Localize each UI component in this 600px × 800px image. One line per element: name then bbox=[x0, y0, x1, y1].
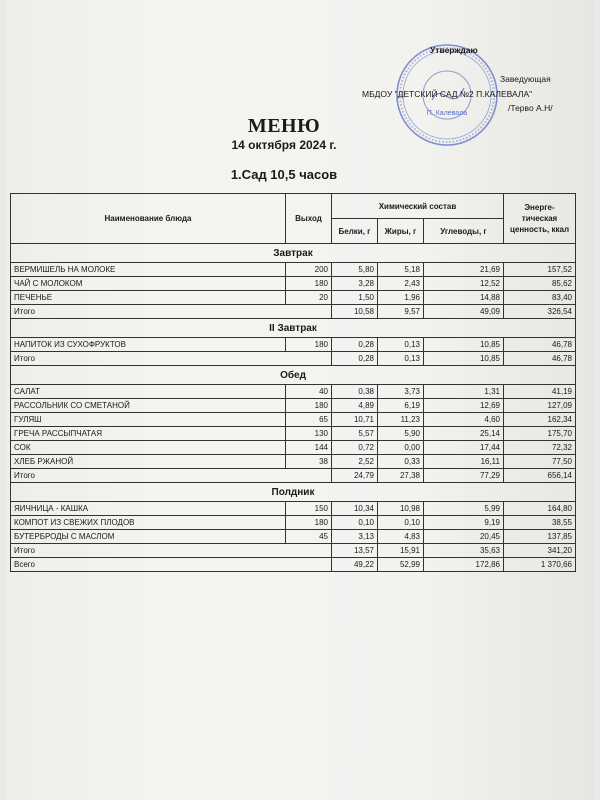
dish-fat: 2,43 bbox=[378, 277, 424, 291]
dish-protein: 10,34 bbox=[332, 502, 378, 516]
dish-protein: 0,28 bbox=[332, 338, 378, 352]
dish-protein: 0,38 bbox=[332, 385, 378, 399]
meal-title: Полдник bbox=[11, 483, 576, 502]
dish-energy: 38,55 bbox=[504, 516, 576, 530]
col-header-protein: Белки, г bbox=[332, 219, 378, 244]
dish-output: 150 bbox=[286, 502, 332, 516]
total-label: Итого bbox=[11, 352, 332, 366]
dish-energy: 46,78 bbox=[504, 338, 576, 352]
meal-header-row bbox=[11, 319, 576, 338]
col-header-output: Выход bbox=[286, 194, 332, 244]
grand-total-row bbox=[11, 558, 576, 572]
menu-date: 14 октября 2024 г. bbox=[231, 138, 337, 152]
dish-energy: 162,34 bbox=[504, 413, 576, 427]
dish-protein: 2,52 bbox=[332, 455, 378, 469]
total-fat: 15,91 bbox=[378, 544, 424, 558]
dish-carb: 14,88 bbox=[424, 291, 504, 305]
meal-title: Обед bbox=[11, 366, 576, 385]
dish-output: 180 bbox=[286, 277, 332, 291]
dish-fat: 5,18 bbox=[378, 263, 424, 277]
dish-protein: 0,72 bbox=[332, 441, 378, 455]
table-row bbox=[11, 427, 576, 441]
dish-name: СОК bbox=[11, 441, 286, 455]
dish-carb: 25,14 bbox=[424, 427, 504, 441]
dish-energy: 175,70 bbox=[504, 427, 576, 441]
dish-protein: 5,80 bbox=[332, 263, 378, 277]
col-header-energy: Энерге-тическая ценность, ккал bbox=[504, 194, 576, 244]
dish-name: ГРЕЧА РАССЫПЧАТАЯ bbox=[11, 427, 286, 441]
dish-carb: 17,44 bbox=[424, 441, 504, 455]
dish-protein: 5,57 bbox=[332, 427, 378, 441]
table-row bbox=[11, 399, 576, 413]
grand-total-protein: 49,22 bbox=[332, 558, 378, 572]
total-carb: 49,09 bbox=[424, 305, 504, 319]
dish-carb: 12,52 bbox=[424, 277, 504, 291]
dish-protein: 1,50 bbox=[332, 291, 378, 305]
table-row bbox=[11, 441, 576, 455]
dish-output: 65 bbox=[286, 413, 332, 427]
table-row bbox=[11, 277, 576, 291]
table-row bbox=[11, 516, 576, 530]
dish-protein: 4,89 bbox=[332, 399, 378, 413]
dish-output: 38 bbox=[286, 455, 332, 469]
dish-energy: 41,19 bbox=[504, 385, 576, 399]
dish-carb: 5,99 bbox=[424, 502, 504, 516]
dish-energy: 83,40 bbox=[504, 291, 576, 305]
approval-org: МБДОУ "ДЕТСКИЙ САД №2 П.КАЛЕВАЛА" bbox=[362, 89, 533, 99]
dish-protein: 3,28 bbox=[332, 277, 378, 291]
dish-name: КОМПОТ ИЗ СВЕЖИХ ПЛОДОВ bbox=[11, 516, 286, 530]
table-row bbox=[11, 338, 576, 352]
grand-total-fat: 52,99 bbox=[378, 558, 424, 572]
total-protein: 24,79 bbox=[332, 469, 378, 483]
grand-total-carb: 172,86 bbox=[424, 558, 504, 572]
col-header-chem: Химический состав bbox=[332, 194, 504, 219]
total-fat: 0,13 bbox=[378, 352, 424, 366]
dish-output: 144 bbox=[286, 441, 332, 455]
total-row bbox=[11, 305, 576, 319]
grand-total-label: Всего bbox=[11, 558, 332, 572]
total-energy: 46,78 bbox=[504, 352, 576, 366]
dish-carb: 9,19 bbox=[424, 516, 504, 530]
dish-name: НАПИТОК ИЗ СУХОФРУКТОВ bbox=[11, 338, 286, 352]
col-header-fat: Жиры, г bbox=[378, 219, 424, 244]
total-carb: 10,85 bbox=[424, 352, 504, 366]
dish-energy: 85,62 bbox=[504, 277, 576, 291]
total-label: Итого bbox=[11, 305, 332, 319]
dish-fat: 10,98 bbox=[378, 502, 424, 516]
dish-fat: 0,13 bbox=[378, 338, 424, 352]
dish-energy: 127,09 bbox=[504, 399, 576, 413]
dish-output: 180 bbox=[286, 338, 332, 352]
meal-title: Завтрак bbox=[11, 244, 576, 263]
page-title: МЕНЮ bbox=[247, 115, 321, 137]
total-label: Итого bbox=[11, 469, 332, 483]
dish-name: ВЕРМИШЕЛЬ НА МОЛОКЕ bbox=[11, 263, 286, 277]
dish-energy: 164,80 bbox=[504, 502, 576, 516]
total-fat: 27,38 bbox=[378, 469, 424, 483]
dish-fat: 0,00 bbox=[378, 441, 424, 455]
table-row bbox=[11, 413, 576, 427]
total-row bbox=[11, 352, 576, 366]
dish-fat: 5,90 bbox=[378, 427, 424, 441]
dish-output: 180 bbox=[286, 399, 332, 413]
table-row bbox=[11, 263, 576, 277]
dish-energy: 157,52 bbox=[504, 263, 576, 277]
total-carb: 35,63 bbox=[424, 544, 504, 558]
total-row bbox=[11, 544, 576, 558]
dish-energy: 72,32 bbox=[504, 441, 576, 455]
dish-fat: 1,96 bbox=[378, 291, 424, 305]
meal-header-row bbox=[11, 483, 576, 502]
dish-fat: 11,23 bbox=[378, 413, 424, 427]
dish-carb: 21,69 bbox=[424, 263, 504, 277]
dish-output: 45 bbox=[286, 530, 332, 544]
dish-carb: 12,69 bbox=[424, 399, 504, 413]
dish-name: ХЛЕБ РЖАНОЙ bbox=[11, 455, 286, 469]
dish-energy: 77,50 bbox=[504, 455, 576, 469]
total-protein: 13,57 bbox=[332, 544, 378, 558]
dish-carb: 4,60 bbox=[424, 413, 504, 427]
dish-output: 20 bbox=[286, 291, 332, 305]
table-row bbox=[11, 385, 576, 399]
meal-header-row bbox=[11, 244, 576, 263]
menu-body bbox=[11, 244, 576, 572]
dish-output: 180 bbox=[286, 516, 332, 530]
approval-title: Утверждаю bbox=[430, 45, 478, 55]
table-row bbox=[11, 502, 576, 516]
meal-title: II Завтрак bbox=[11, 319, 576, 338]
dish-name: ПЕЧЕНЬЕ bbox=[11, 291, 286, 305]
total-fat: 9,57 bbox=[378, 305, 424, 319]
svg-text:П. Калевала: П. Калевала bbox=[426, 110, 468, 117]
total-protein: 0,28 bbox=[332, 352, 378, 366]
grand-total-energy: 1 370,66 bbox=[504, 558, 576, 572]
dish-fat: 0,10 bbox=[378, 516, 424, 530]
dish-carb: 1,31 bbox=[424, 385, 504, 399]
col-header-carb: Углеводы, г bbox=[424, 219, 504, 244]
section-title: 1.Сад 10,5 часов bbox=[230, 167, 338, 182]
total-energy: 341,20 bbox=[504, 544, 576, 558]
approval-name: /Терво А.Н/ bbox=[508, 103, 553, 113]
dish-name: ЧАЙ С МОЛОКОМ bbox=[11, 277, 286, 291]
dish-fat: 4,83 bbox=[378, 530, 424, 544]
dish-protein: 0,10 bbox=[332, 516, 378, 530]
dish-carb: 20,45 bbox=[424, 530, 504, 544]
dish-fat: 3,73 bbox=[378, 385, 424, 399]
approval-role: Заведующая bbox=[500, 74, 551, 84]
dish-energy: 137,85 bbox=[504, 530, 576, 544]
col-header-name: Наименование блюда bbox=[11, 194, 286, 244]
meal-header-row bbox=[11, 366, 576, 385]
dish-fat: 6,19 bbox=[378, 399, 424, 413]
dish-protein: 3,13 bbox=[332, 530, 378, 544]
total-row bbox=[11, 469, 576, 483]
menu-table bbox=[10, 193, 576, 572]
table-row bbox=[11, 530, 576, 544]
table-row bbox=[11, 291, 576, 305]
dish-output: 130 bbox=[286, 427, 332, 441]
total-carb: 77,29 bbox=[424, 469, 504, 483]
dish-name: РАССОЛЬНИК СО СМЕТАНОЙ bbox=[11, 399, 286, 413]
total-label: Итого bbox=[11, 544, 332, 558]
dish-output: 200 bbox=[286, 263, 332, 277]
dish-carb: 10,85 bbox=[424, 338, 504, 352]
dish-protein: 10,71 bbox=[332, 413, 378, 427]
total-energy: 326,54 bbox=[504, 305, 576, 319]
dish-output: 40 bbox=[286, 385, 332, 399]
dish-name: ЯИЧНИЦА - КАШКА bbox=[11, 502, 286, 516]
dish-name: САЛАТ bbox=[11, 385, 286, 399]
total-energy: 656,14 bbox=[504, 469, 576, 483]
dish-name: БУТЕРБРОДЫ С МАСЛОМ bbox=[11, 530, 286, 544]
dish-carb: 16,11 bbox=[424, 455, 504, 469]
dish-name: ГУЛЯШ bbox=[11, 413, 286, 427]
table-row bbox=[11, 455, 576, 469]
total-protein: 10,58 bbox=[332, 305, 378, 319]
dish-fat: 0,33 bbox=[378, 455, 424, 469]
